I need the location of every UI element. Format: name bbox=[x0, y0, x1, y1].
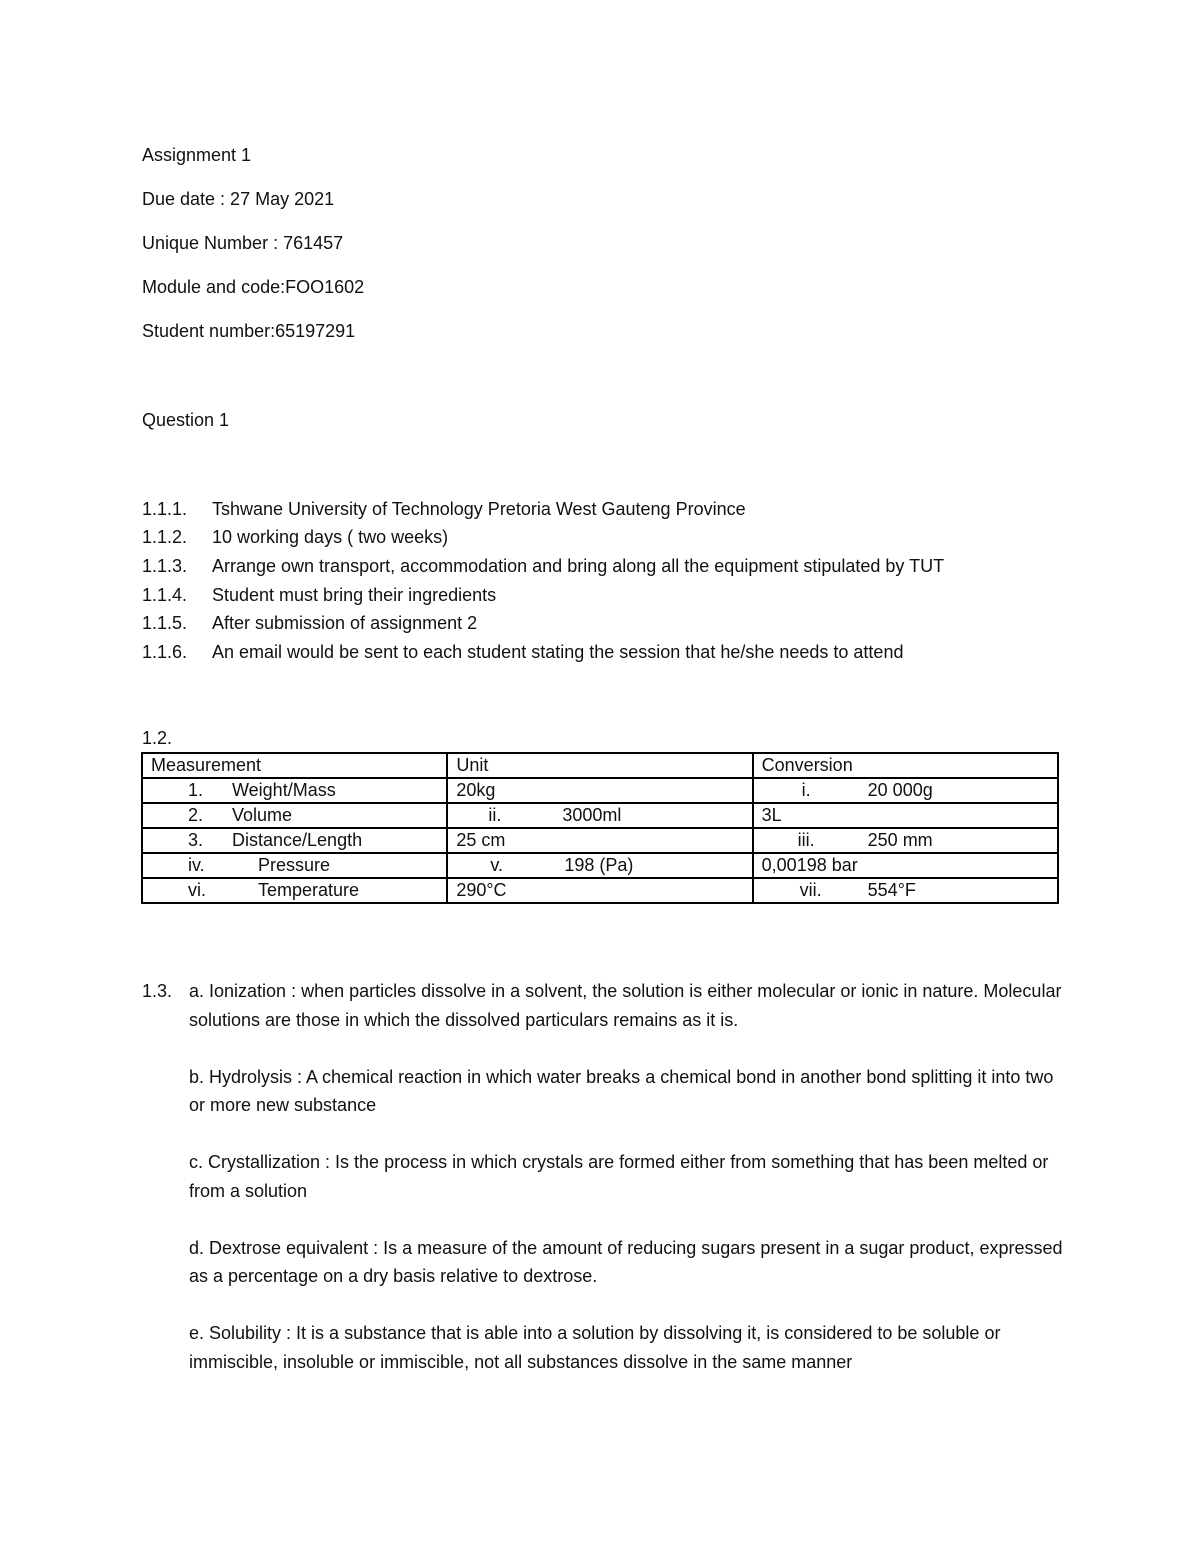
measurement-cell bbox=[142, 778, 447, 803]
unit-cell bbox=[447, 803, 752, 828]
definition-text: b. Hydrolysis : A chemical reaction in which water breaks a chemical bond in another bond splitting it into two or more new substance bbox=[189, 1066, 1054, 1115]
measurement-name: Volume bbox=[232, 805, 293, 825]
header-conversion: Conversion bbox=[753, 753, 1058, 778]
assignment-title: Assignment 1 bbox=[142, 145, 252, 165]
item-number: 1.1.4. bbox=[142, 584, 188, 605]
conversion-cell bbox=[753, 828, 1058, 853]
unit-cell bbox=[447, 828, 752, 853]
table-row bbox=[142, 828, 1058, 853]
item-text: Tshwane University of Technology Pretoria West Gauteng Province bbox=[212, 498, 746, 519]
list-item bbox=[142, 495, 944, 524]
measurement-cell bbox=[142, 853, 447, 878]
conversion-value: 0,00198 bar bbox=[761, 855, 858, 875]
conversion-value: 250 mm bbox=[867, 830, 933, 850]
row-number: vi. bbox=[188, 880, 206, 900]
row-number: vii. bbox=[799, 880, 822, 900]
table-header-row bbox=[142, 753, 1058, 778]
definition-text: a. Ionization : when particles dissolve in a solvent, the solution is either molecular or ionic in nature. Molecular solutions are those in which the dissolved particulars remains as it is. bbox=[189, 981, 1062, 1030]
measurement-name: Temperature bbox=[258, 880, 360, 900]
conversion-value: 3L bbox=[761, 805, 782, 825]
row-number: v. bbox=[490, 855, 503, 875]
table-row bbox=[142, 853, 1058, 878]
definition-item bbox=[142, 1234, 1072, 1291]
definition-item bbox=[142, 1148, 1072, 1205]
unit-cell bbox=[447, 853, 752, 878]
unit-value: 290°C bbox=[456, 880, 507, 900]
unique-number: Unique Number : 761457 bbox=[142, 233, 344, 253]
item-text: After submission of assignment 2 bbox=[212, 613, 478, 634]
conversion-cell bbox=[753, 853, 1058, 878]
item-text: Student must bring their ingredients bbox=[212, 584, 497, 605]
list-item bbox=[142, 581, 944, 610]
definitions-section bbox=[142, 977, 1072, 1405]
definition-text: c. Crystallization : Is the process in which crystals are formed either from something that has been melted or from a solution bbox=[189, 1152, 1049, 1201]
row-number: iii. bbox=[797, 830, 815, 850]
measurement-name: Weight/Mass bbox=[232, 780, 336, 800]
measurement-cell bbox=[142, 803, 447, 828]
module-code: Module and code:FOO1602 bbox=[142, 277, 365, 297]
measurement-cell bbox=[142, 878, 447, 903]
definition-text: e. Solubility : It is a substance that is able into a solution by dissolving it, is considered to be soluble or immiscible, insoluble or immiscible, not all substances dissolve in the same manner bbox=[189, 1323, 1001, 1372]
measurement-name: Distance/Length bbox=[232, 830, 363, 850]
conversion-table bbox=[141, 752, 1059, 904]
item-number: 1.1.5. bbox=[142, 613, 188, 634]
measurement-cell bbox=[142, 828, 447, 853]
row-number: 2. bbox=[188, 805, 204, 825]
answer-list-1-1 bbox=[142, 495, 944, 667]
student-number: Student number:65197291 bbox=[142, 321, 356, 341]
question-heading: Question 1 bbox=[142, 410, 230, 430]
row-number: 3. bbox=[188, 830, 204, 850]
definition-item bbox=[142, 977, 1072, 1034]
item-number: 1.1.2. bbox=[142, 527, 188, 548]
definition-item bbox=[142, 1063, 1072, 1120]
conversion-value: 20 000g bbox=[867, 780, 933, 800]
list-item bbox=[142, 638, 944, 667]
unit-value: 25 cm bbox=[456, 830, 506, 850]
item-number: 1.1.1. bbox=[142, 498, 188, 519]
item-number: 1.1.6. bbox=[142, 641, 188, 662]
section-1-3-label: 1.3. bbox=[142, 981, 173, 1001]
unit-value: 20kg bbox=[456, 780, 496, 800]
unit-cell bbox=[447, 778, 752, 803]
unit-value: 198 (Pa) bbox=[564, 855, 634, 875]
header-unit: Unit bbox=[447, 753, 752, 778]
unit-cell bbox=[447, 878, 752, 903]
unit-value: 3000ml bbox=[562, 805, 622, 825]
table-row bbox=[142, 878, 1058, 903]
conversion-cell bbox=[753, 803, 1058, 828]
conversion-cell bbox=[753, 878, 1058, 903]
conversion-value: 554°F bbox=[867, 880, 916, 900]
item-text: An email would be sent to each student stating the session that he/she needs to attend bbox=[212, 641, 904, 662]
due-date: Due date : 27 May 2021 bbox=[142, 189, 335, 209]
item-number: 1.1.3. bbox=[142, 555, 188, 576]
row-number: i. bbox=[801, 780, 811, 800]
definition-item bbox=[142, 1319, 1072, 1376]
section-1-2-label: 1.2. bbox=[142, 728, 173, 748]
item-text: Arrange own transport, accommodation and bring along all the equipment stipulated by TUT bbox=[212, 555, 945, 576]
list-item bbox=[142, 609, 944, 638]
item-text: 10 working days ( two weeks) bbox=[212, 527, 449, 548]
definition-text: d. Dextrose equivalent : Is a measure of the amount of reducing sugars present in a sugar product, expressed as a percentage on a dry basis relative to dextrose. bbox=[189, 1237, 1063, 1286]
row-number: iv. bbox=[188, 855, 205, 875]
header-measurement: Measurement bbox=[142, 753, 447, 778]
conversion-cell bbox=[753, 778, 1058, 803]
row-number: ii. bbox=[488, 805, 502, 825]
table-row bbox=[142, 803, 1058, 828]
list-item bbox=[142, 552, 944, 581]
table-row bbox=[142, 778, 1058, 803]
row-number: 1. bbox=[188, 780, 204, 800]
measurement-name: Pressure bbox=[258, 855, 331, 875]
list-item bbox=[142, 524, 944, 553]
